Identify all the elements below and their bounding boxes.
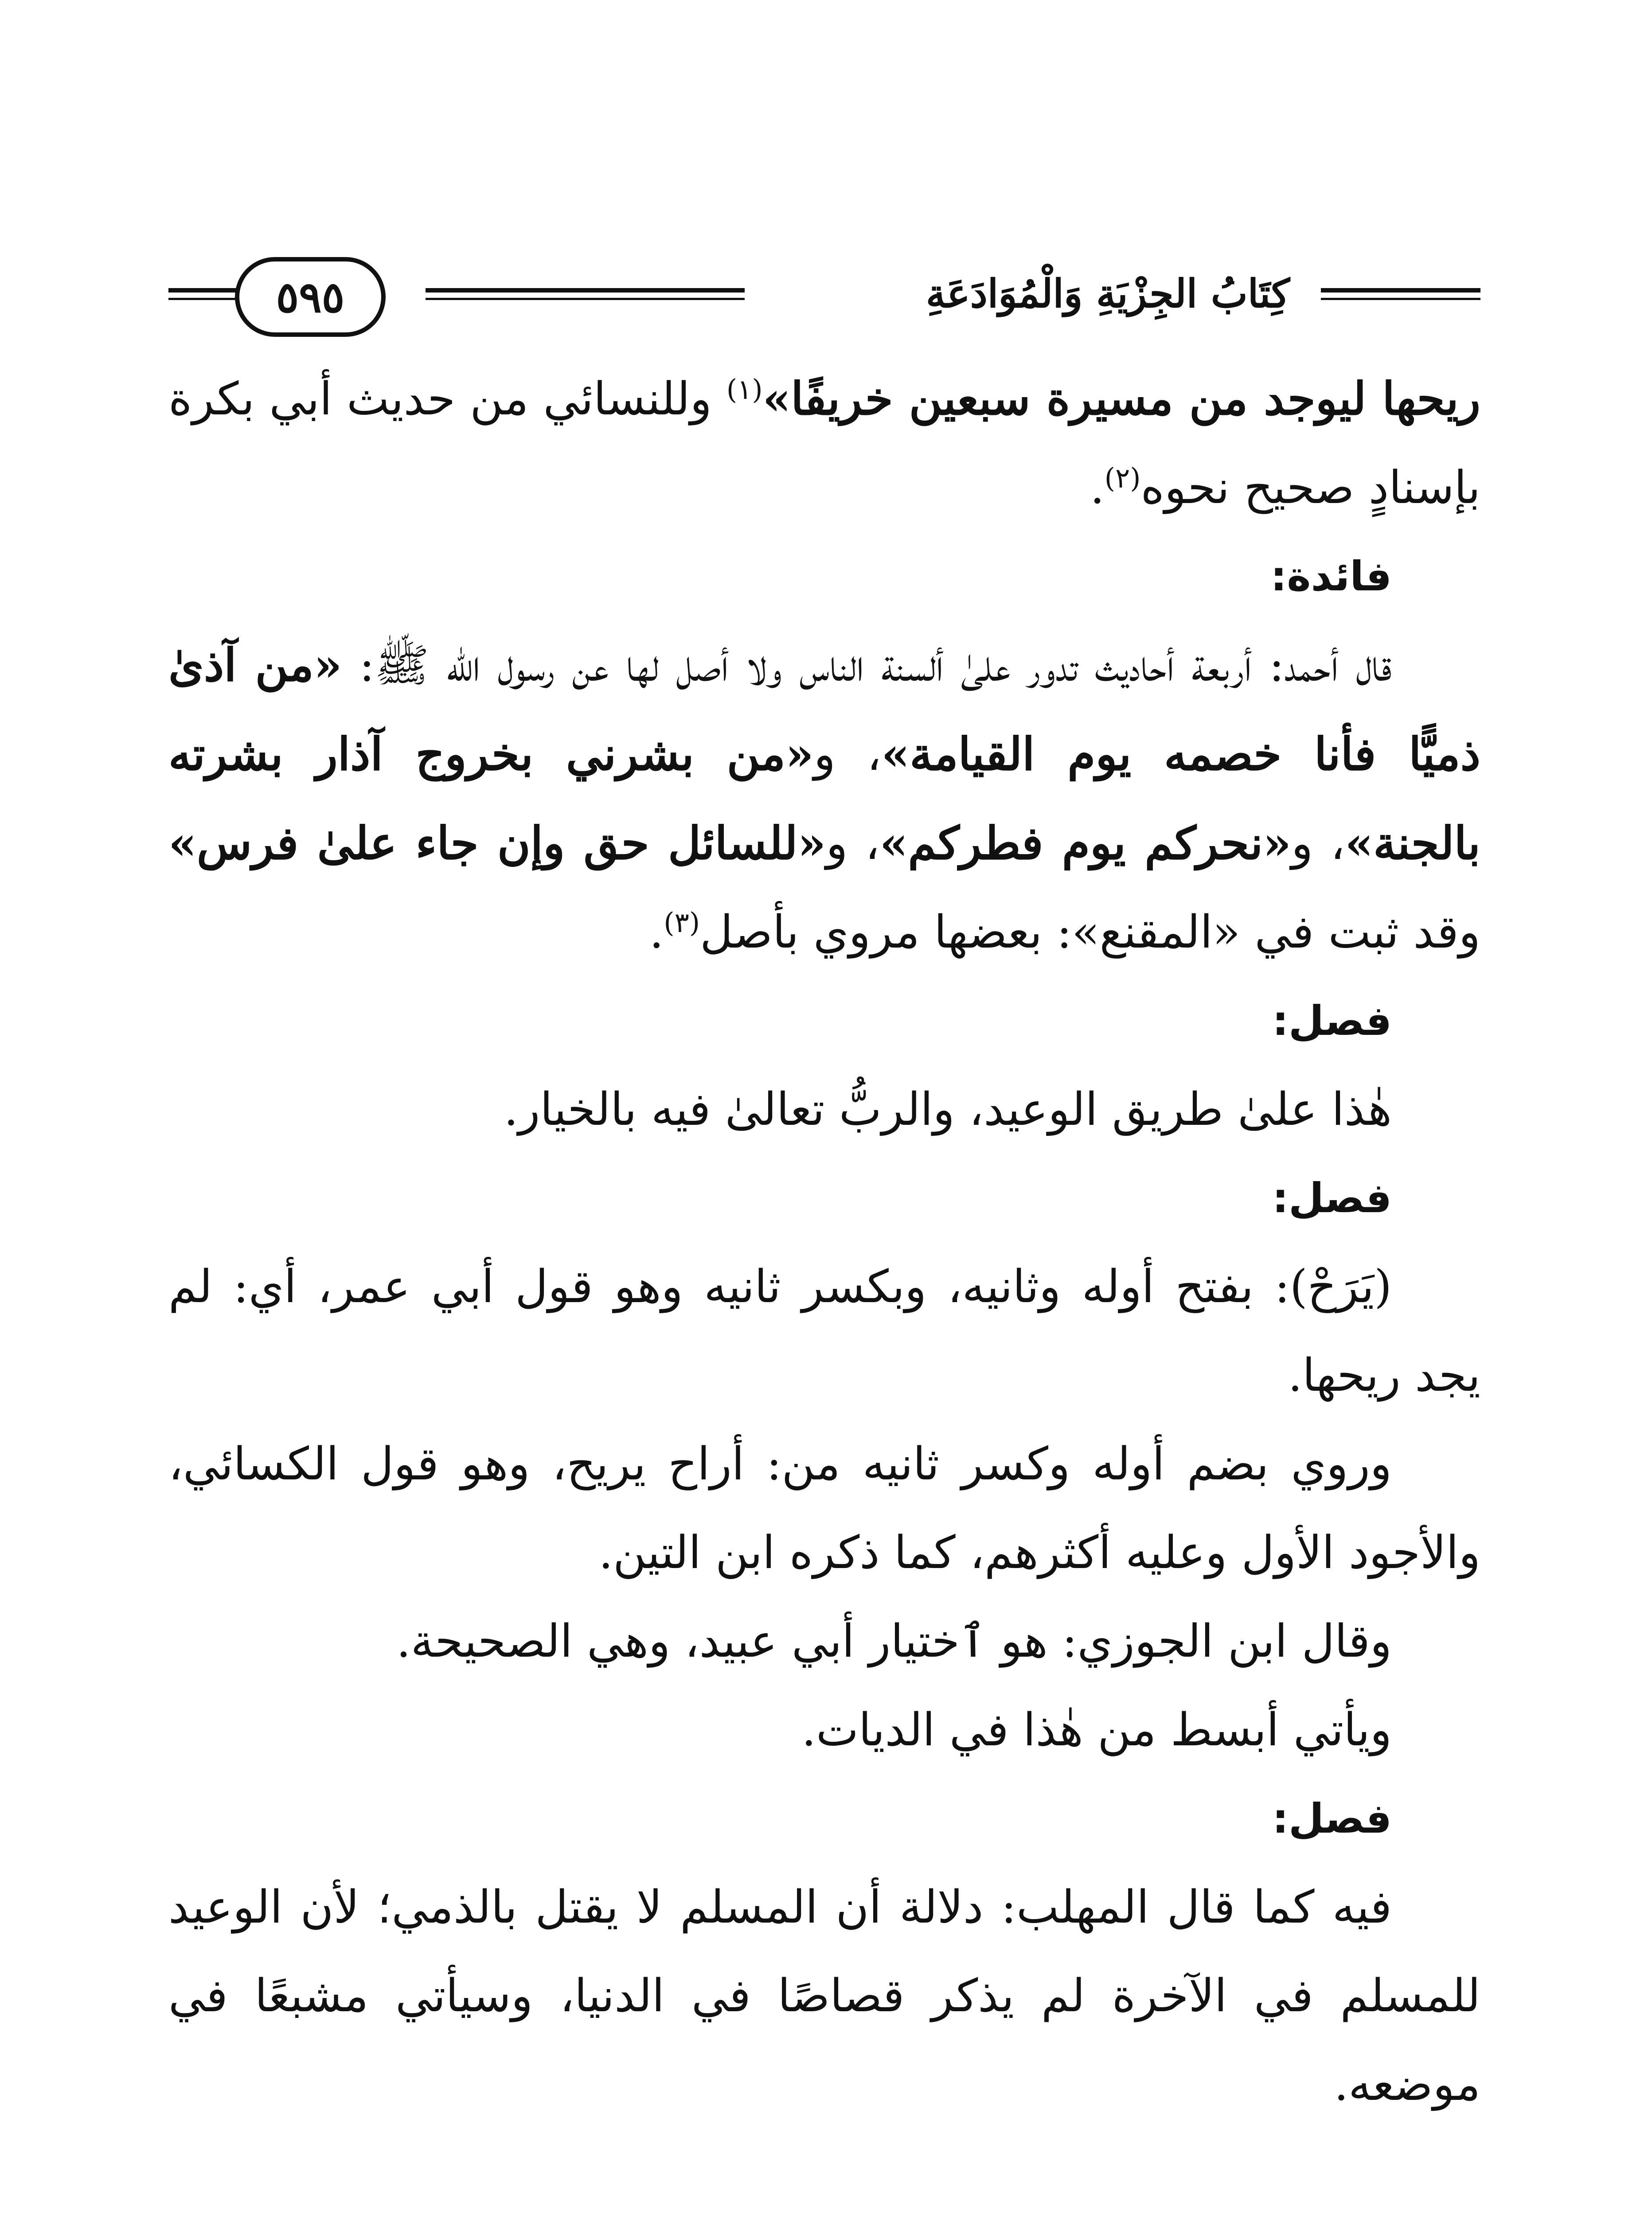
paragraph: هٰذا علىٰ طريق الوعيد، والربُّ تعالىٰ فيه بالخيار.: [504, 1083, 1392, 1136]
footnote-marker: (١): [726, 373, 763, 406]
hadith-text: «من آذىٰ ذميًّا فأنا خصمه يوم القيامة»: [168, 639, 1480, 781]
main-text: [168, 355, 1480, 2129]
chapter-title: كِتَابُ الجِزْيَةِ وَالْمُوَادَعَةِ: [926, 270, 1290, 316]
section-heading: فصل:: [1272, 1174, 1392, 1222]
footnote-marker: (٣): [664, 906, 700, 939]
footnote-marker: (٢): [1104, 462, 1141, 494]
text: ، و: [813, 728, 882, 781]
text: .: [649, 906, 664, 959]
section-heading: فائدة:: [1270, 553, 1392, 600]
section-heading: فصل:: [1272, 997, 1392, 1045]
header-rule: [426, 298, 745, 300]
hadith-text: «من بشرني بخروج آذار بشرته بالجنة»: [168, 728, 1480, 870]
text: .: [1090, 461, 1105, 514]
header-rule: [1321, 298, 1480, 300]
header-rule: [426, 288, 745, 293]
header-rule: [1321, 288, 1480, 293]
paragraph: وروي بضم أوله وكسر ثانيه من: أراح يريح، وهو قول الكسائي، والأجود الأول وعليه أكثرهم، كما ذكره ابن التين.: [168, 1438, 1480, 1579]
paragraph: [168, 355, 1480, 532]
section-heading: فصل:: [1272, 1795, 1392, 1842]
hadith-text: «للسائل حق وإن جاء علىٰ فرس»: [168, 817, 826, 870]
header-rule: [168, 298, 239, 300]
text: ، و: [1291, 817, 1345, 870]
header-rule: [168, 288, 239, 293]
text: قال أحمد: أربعة أحاديث تدور علىٰ ألسنة الناس ولا أصل لها عن رسول الله ﷺ:: [342, 639, 1392, 692]
hadith-text: ريحها ليوجد من مسيرة سبعين خريفًا»: [762, 372, 1480, 425]
text: وللنسائي من حديث أبي بكرة بإسنادٍ صحيح نحوه: [168, 373, 1480, 514]
text: ، و: [826, 817, 880, 870]
paragraph: [168, 621, 1480, 977]
paragraph: (يَرَحْ): بفتح أوله وثانيه، وبكسر ثانيه وهو قول أبي عمر، أي: لم يجد ريحها.: [168, 1260, 1480, 1402]
paragraph: فيه كما قال المهلب: دلالة أن المسلم لا يقتل بالذمي؛ لأن الوعيد للمسلم في الآخرة لم يذكر قصاصًا في الدنيا، وسيأتي مشبعًا في موضعه.: [168, 1881, 1480, 2111]
paragraph: وقال ابن الجوزي: هو ٱختيار أبي عبيد، وهي الصحيحة.: [396, 1615, 1392, 1668]
text: وقد ثبت في «المقنع»: بعضها مروي بأصل: [700, 906, 1480, 959]
hadith-text: «نحركم يوم فطركم»: [879, 817, 1292, 870]
paragraph: ويأتي أبسط من هٰذا في الديات.: [801, 1704, 1392, 1756]
running-header: [168, 248, 1480, 337]
page-number: ٥٩٥: [235, 257, 386, 337]
